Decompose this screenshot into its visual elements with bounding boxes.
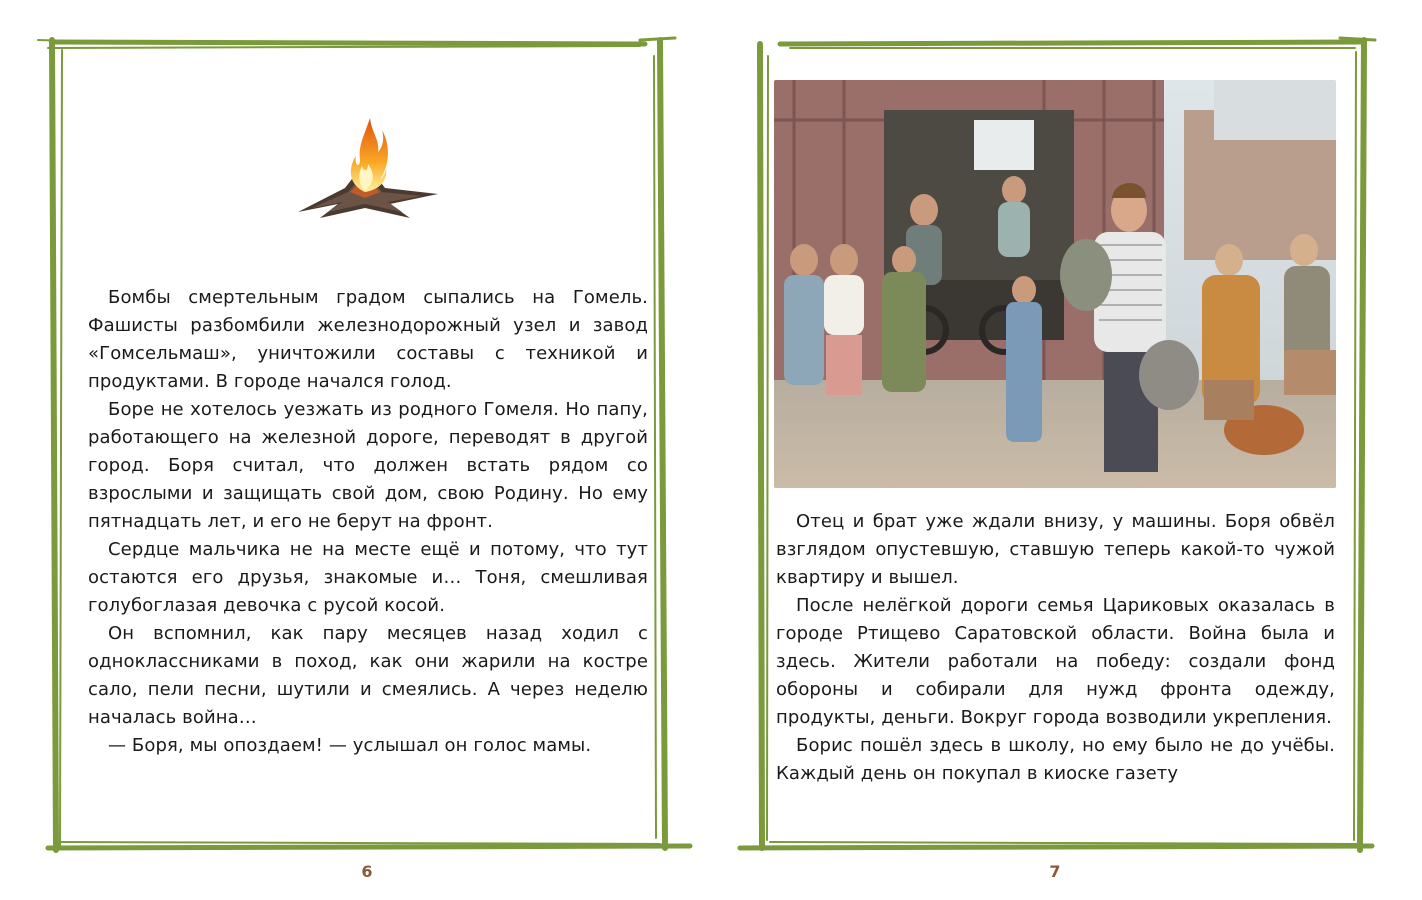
paragraph: После нелёгкой дороги семья Цариковых оказалась в городе Ртищево Саратовской области. Война была и здесь. Жители работали на победу: создали фонд обороны и собирали для нужд фронта одежду, продукты, деньги. Вокруг города возводили укрепления. (776, 595, 1335, 728)
paragraph: Боре не хотелось уезжать из родного Гомеля. Но папу, работающего на железной дороге, переводят в другой город. Боря считал, что должен встать рядом со взрослыми и защищать свой дом, свою Родину. Но ему пятнадцать лет, и его не берут на фронт. (88, 399, 648, 532)
paragraph: Бомбы смертельным градом сыпались на Гомель. Фашисты разбомбили железнодорожный узел и завод «Гомсельмаш», уничтожили составы с техникой и продуктами. В городе начался голод. (88, 287, 648, 392)
paragraph: — Боря, мы опоздаем! — услышал он голос мамы. (108, 735, 592, 756)
evacuation-train-illustration (774, 80, 1336, 488)
paragraph: Отец и брат уже ждали внизу, у машины. Боря обвёл взглядом опустевшую, ставшую теперь какой-то чужой квартиру и вышел. (776, 511, 1335, 588)
left-page-text (88, 284, 648, 760)
page-number-left: 6 (361, 862, 373, 881)
right-page-text (776, 508, 1335, 788)
eternal-flame-star-icon (290, 112, 440, 220)
page-number-right: 7 (1049, 862, 1061, 881)
paragraph: Сердце мальчика не на месте ещё и потому, что тут остаются его друзья, знакомые и… Тоня, смешливая голубоглазая девочка с русой косой. (88, 539, 648, 616)
paragraph: Он вспомнил, как пару месяцев назад ходил с одноклассниками в поход, как они жарили на костре сало, пели песни, шутили и смеялись. А через неделю началась война… (88, 623, 648, 728)
paragraph: Борис пошёл здесь в школу, но ему было не до учёбы. Каждый день он покупал в киоске газету (776, 735, 1335, 784)
